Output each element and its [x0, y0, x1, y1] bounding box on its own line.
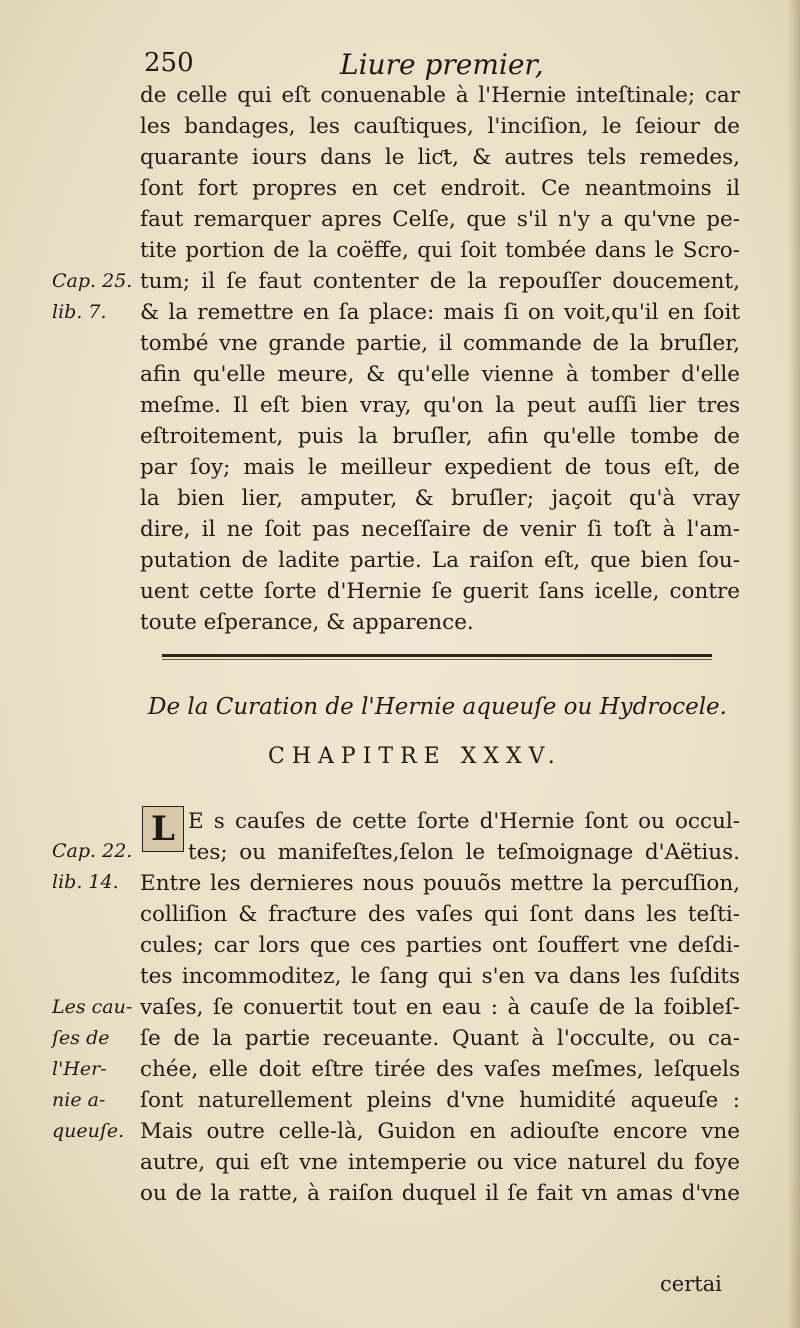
text-line: eſtroitement, puis la bruſler, afin qu'elle tombe de	[140, 424, 740, 449]
text-line: quarante iours dans le liƈt, & autres tels remedes,	[140, 145, 740, 170]
section-title: De la Curation de l'Hernie aqueuſe ou Hydrocele.	[148, 694, 727, 720]
margin-note-line: nie a-	[52, 1089, 106, 1111]
text-line: tite portion de la coëffe, qui ſoit tombée dans le Scro-	[140, 238, 740, 263]
text-line: E s cauſes de cette ſorte d'Hernie ſont ou occul-	[188, 809, 740, 834]
text-line: cules; car lors que ces parties ont ſouffert vne deſdi-	[140, 933, 740, 958]
text-line: Mais outre celle-là, Guidon en adiouſte encore vne	[140, 1119, 740, 1144]
text-line: chée, elle doit eſtre tirée des vaſes meſmes, leſquels	[140, 1057, 740, 1082]
margin-note-line: l'Her-	[52, 1058, 107, 1080]
dropcap-letter: L	[151, 809, 175, 849]
running-title: Liure premier,	[340, 48, 544, 81]
margin-note-line: queuſe.	[52, 1120, 125, 1142]
margin-note-line: lib. 7.	[52, 301, 107, 323]
text-line: meſme. Il eſt bien vray, qu'on la peut auſſi lier tres	[140, 393, 740, 418]
margin-note-causes	[52, 992, 132, 1147]
margin-note-cap-25	[52, 266, 132, 328]
catchword: certai	[660, 1272, 722, 1296]
text-line: les bandages, les cauſtiques, l'inciſion, le ſeiour de	[140, 114, 740, 139]
chapter-heading: CHAPITRE XXXV.	[268, 744, 562, 769]
section-rule	[162, 654, 712, 657]
text-line: tes incommoditez, le ſang qui s'en va dans les ſuſdits	[140, 964, 740, 989]
text-line: tes; ou manifeſtes,ſelon le teſmoignage d'Aëtius.	[188, 840, 740, 865]
text-line: la bien lier, amputer, & bruſler; jaçoit qu'à vray	[140, 486, 740, 511]
text-line: tum; il ſe faut contenter de la repouſſer doucement,	[140, 269, 740, 294]
text-line: afin qu'elle meure, & qu'elle vienne à tomber d'elle	[140, 362, 740, 387]
text-line: ſe de la partie receuante. Quant à l'occulte, ou ca-	[140, 1026, 740, 1051]
margin-note-line: Cap. 25.	[52, 270, 133, 292]
text-line: tombé vne grande partie, il commande de la bruſler,	[140, 331, 740, 356]
text-line: Entre les dernieres nous pouuõs mettre la percuſſion,	[140, 871, 740, 896]
text-line: toute eſperance, & apparence.	[140, 610, 474, 635]
text-line: dire, il ne ſoit pas neceſſaire de venir ſi toſt à l'am-	[140, 517, 740, 542]
text-line: vaſes, ſe conuertit tout en eau : à cauſe de la foibleſ-	[140, 995, 740, 1020]
text-line: faut remarquer apres Celſe, que s'il n'y a qu'vne pe-	[140, 207, 740, 232]
page-edge-shadow	[788, 0, 800, 1328]
text-line: autre, qui eſt vne intemperie ou vice naturel du foye	[140, 1150, 740, 1175]
text-line: & la remettre en ſa place: mais ſi on voit,qu'il en ſoit	[140, 300, 740, 325]
margin-note-line: Cap. 22.	[52, 840, 133, 862]
page-number: 250	[144, 48, 194, 78]
text-line: putation de ladite partie. La raiſon eſt, que bien ſou-	[140, 548, 740, 573]
paragraph-1	[140, 80, 740, 638]
text-line: ſont fort propres en cet endroit. Ce neantmoins il	[140, 176, 740, 201]
text-line: par ſoy; mais le meilleur expedient de tous eſt, de	[140, 455, 740, 480]
margin-note-line: ſes de	[52, 1027, 110, 1049]
paragraph-2	[140, 806, 740, 1209]
margin-note-cap-22	[52, 836, 132, 898]
text-line: de celle qui eſt conuenable à l'Hernie inteſtinale; car	[140, 83, 740, 108]
text-line: ou de la ratte, à raiſon duquel il ſe fait vn amas d'vne	[140, 1181, 740, 1206]
text-line: uent cette ſorte d'Hernie ſe guerit ſans icelle, contre	[140, 579, 740, 604]
section-rule-thin	[162, 659, 712, 660]
margin-note-line: Les cau-	[52, 996, 133, 1018]
margin-note-line: lib. 14.	[52, 871, 119, 893]
text-line: colliſion & fraƈture des vaſes qui ſont dans les teſti-	[140, 902, 740, 927]
text-line: ſont naturellement pleins d'vne humidité aqueuſe :	[140, 1088, 740, 1113]
